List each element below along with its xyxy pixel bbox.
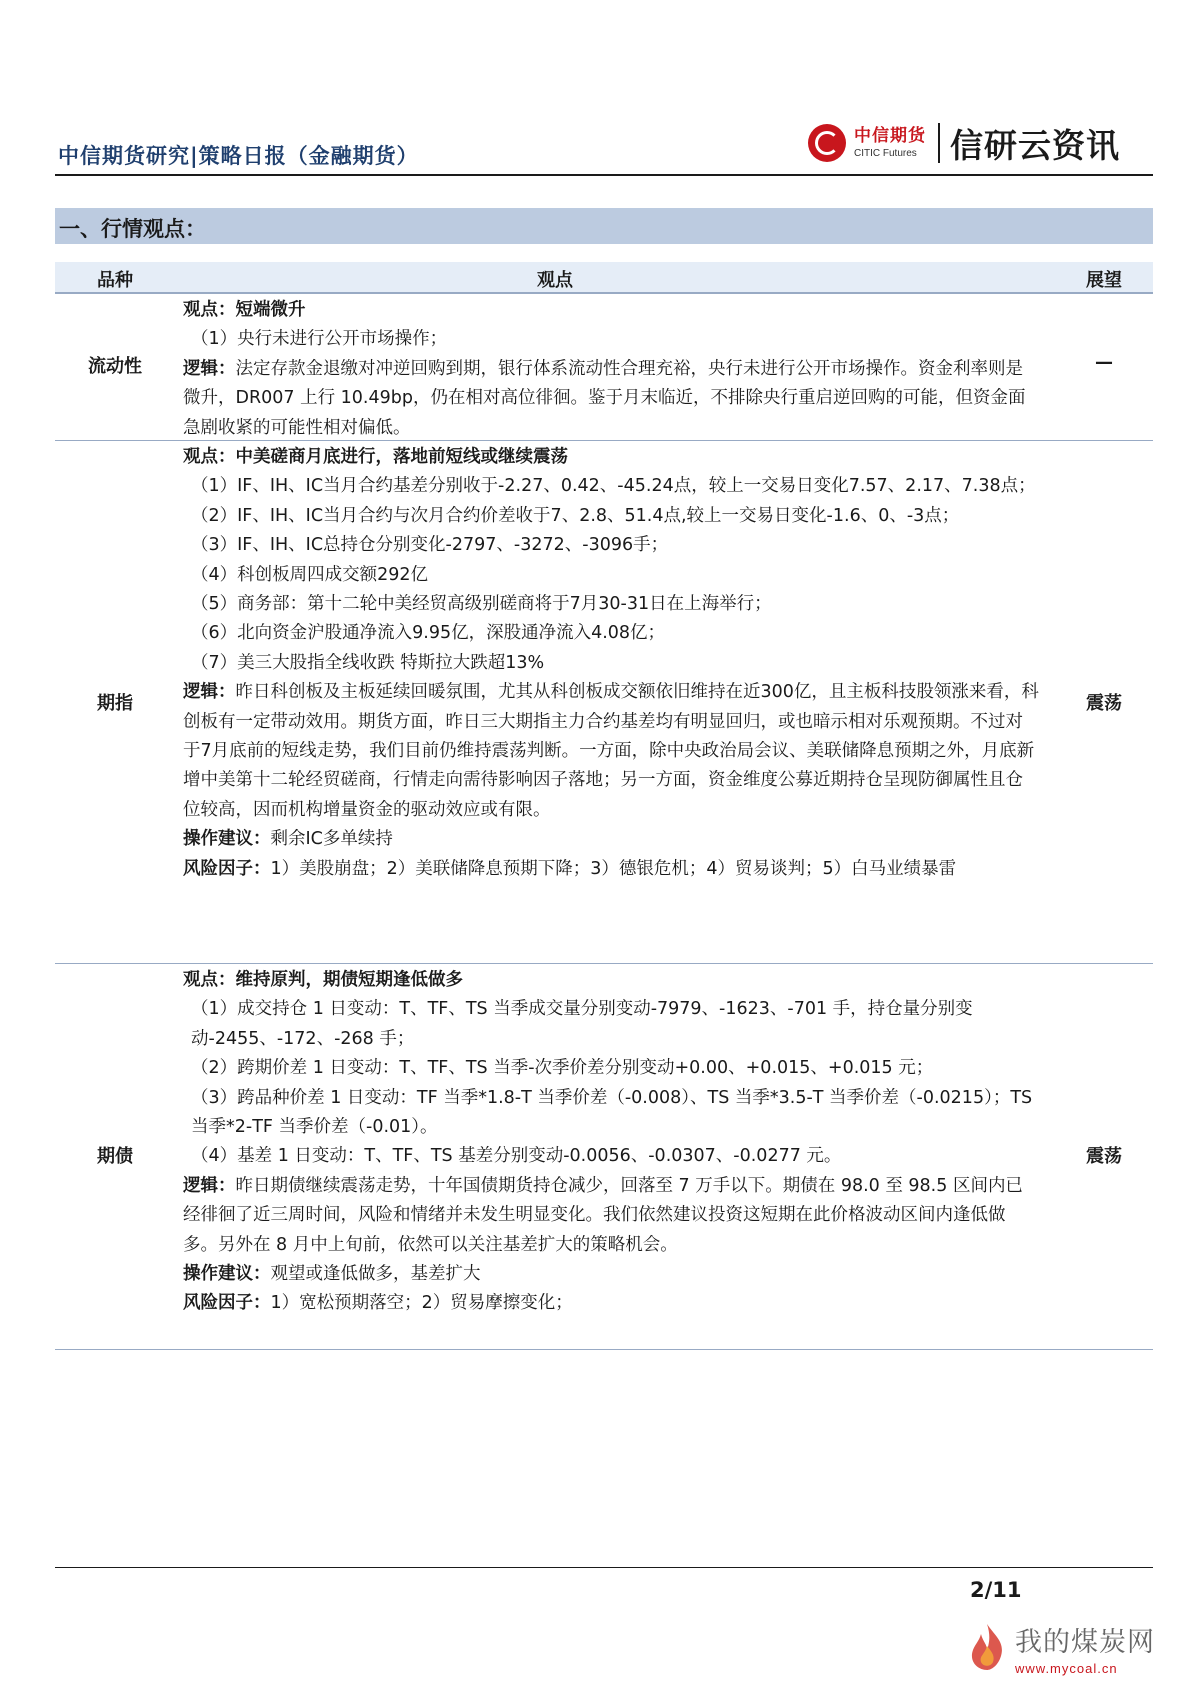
logo-separator (938, 123, 940, 163)
table-row-index-futures (55, 441, 1153, 964)
row-category: 期指 (97, 693, 133, 714)
list-item: （1）IF、IH、IC当月合约基差分别收于-2.27、0.42、-45.24点，较上一交易日变化7.57、2.17、7.38点； (191, 476, 1036, 497)
advice-label: 操作建议： (183, 829, 271, 850)
brand-name: 信研云资讯 (950, 125, 1120, 165)
row-content (183, 443, 1039, 884)
list-item: （1）央行未进行公开市场操作； (191, 329, 448, 350)
risk-label: 风险因子： (183, 1293, 271, 1314)
risk-label: 风险因子： (183, 858, 271, 879)
header-view: 观点 (537, 270, 573, 291)
logic-text: 法定存款金退缴对冲逆回购到期，银行体系流动性合理充裕，央行未进行公开市场操作。资金利率则是微升，DR007 上行 10.49bp，仍在相对高位徘徊。鉴于月末临近，不排除央行重启逆回购的可能，但资金面急剧收紧的可能性相对偏低。 (183, 358, 1026, 438)
advice-text: 剩余IC多单续持 (270, 829, 393, 850)
list-item: （1）成交持仓 1 日变动：T、TF、TS 当季成交量分别变动-7979、-1623、-701 手，持仓量分别变动-2455、-172、-268 手； (191, 999, 973, 1049)
header-outlook: 展望 (1086, 270, 1122, 291)
table-row-liquidity (55, 294, 1153, 441)
list-item: （7）美三大股指全线收跌 特斯拉大跌超13% (191, 652, 545, 673)
row-content (183, 966, 1039, 1319)
row-category: 期债 (97, 1146, 133, 1167)
table-row-bond-futures (55, 964, 1153, 1350)
list-item: （3）IF、IH、IC总持仓分别变化-2797、-3272、-3096手； (191, 535, 669, 556)
logo-en-text: CITIC Futures (854, 147, 917, 159)
row-category: 流动性 (88, 356, 142, 377)
market-view-table (55, 262, 1153, 1350)
logic-label: 逻辑： (183, 682, 236, 703)
logic-label: 逻辑： (183, 1175, 236, 1196)
report-header-title: 中信期货研究|策略日报（金融期货） (58, 144, 419, 168)
list-item: （6）北向资金沪股通净流入9.95亿，深股通净流入4.08亿； (191, 623, 666, 644)
list-item: （2）IF、IH、IC当月合约与次月合约价差收于7、2.8、51.4点,较上一交易日变化-1.6、0、-3点； (191, 505, 960, 526)
advice-label: 操作建议： (183, 1264, 271, 1285)
watermark-cn: 我的煤炭网 (1015, 1627, 1155, 1658)
list-item: （4）科创板周四成交额292亿 (191, 564, 429, 585)
view-title: 维持原判，期债短期逢低做多 (235, 970, 463, 990)
section-title: 一、行情观点： (59, 217, 206, 241)
list-item: （5）商务部：第十二轮中美经贸高级别磋商将于7月30-31日在上海举行； (191, 594, 772, 615)
logo-cn-text: 中信期货 (854, 125, 926, 146)
view-title: 中美磋商月底进行，落地前短线或继续震荡 (235, 447, 568, 467)
row-outlook: 震荡 (1086, 1146, 1122, 1167)
risk-text: 1）美股崩盘；2）美联储降息预期下降；3）德银危机；4）贸易谈判；5）白马业绩暴雷 (270, 858, 957, 879)
watermark (965, 1620, 1155, 1676)
view-label: 观点： (183, 447, 236, 467)
list-item: （3）跨品种价差 1 日变动：TF 当季*1.8-T 当季价差（-0.008）、TS 当季*3.5-T 当季价差（-0.0215）；TS 当季*2-TF 当季价差（-0.01）。 (191, 1087, 1033, 1138)
view-label: 观点： (183, 970, 236, 990)
row-content (183, 296, 1039, 443)
logic-text: 昨日期债继续震荡走势，十年国债期货持仓减少，回落至 7 万手以下。期债在 98.0 至 98.5 区间内已经徘徊了近三周时间，风险和情绪并未发生明显变化。我们依然建议投资这短期在此价格波动区间内逢低做多。另外在 8 月中上旬前，依然可以关注基差扩大的策略机会。 (183, 1175, 1023, 1255)
logic-label: 逻辑： (183, 358, 236, 379)
risk-text: 1）宽松预期落空；2）贸易摩擦变化； (270, 1293, 573, 1314)
row-outlook: — (1095, 352, 1113, 373)
view-label: 观点： (183, 300, 236, 320)
watermark-url: www.mycoal.cn (1015, 1661, 1118, 1676)
header-rule (55, 174, 1153, 176)
logic-text: 昨日科创板及主板延续回暖氛围，尤其从科创板成交额依旧维持在近300亿，且主板科技股领涨来看，科创板有一定带动效用。期货方面，昨日三大期指主力合约基差均有明显回归，或也暗示相对乐观预期。不过对于7月底前的短线走势，我们目前仍维持震荡判断。一方面，除中央政治局会议、美联储降息预期之外，月底新增中美第十二轮经贸磋商，行情走向需待影响因子落地；另一方面，资金维度公募近期持仓呈现防御属性且仓位较高，因而机构增量资金的驱动效应或有限。 (183, 682, 1039, 820)
list-item: （2）跨期价差 1 日变动：T、TF、TS 当季-次季价差分别变动+0.00、+0.015、+0.015 元； (191, 1058, 934, 1079)
section-bar (55, 208, 1153, 244)
footer-rule (55, 1567, 1153, 1568)
row-outlook: 震荡 (1086, 693, 1122, 714)
advice-text: 观望或逢低做多，基差扩大 (270, 1264, 481, 1285)
header-category: 品种 (97, 270, 133, 291)
table-header (55, 262, 1153, 294)
citic-logo (808, 118, 1120, 168)
list-item: （4）基差 1 日变动：T、TF、TS 基差分别变动-0.0056、-0.0307、-0.0277 元。 (191, 1146, 842, 1167)
flame-icon (965, 1622, 1009, 1674)
page-number: 2/11 (970, 1578, 1022, 1602)
view-title: 短端微升 (235, 300, 306, 320)
citic-logo-icon (808, 124, 846, 162)
